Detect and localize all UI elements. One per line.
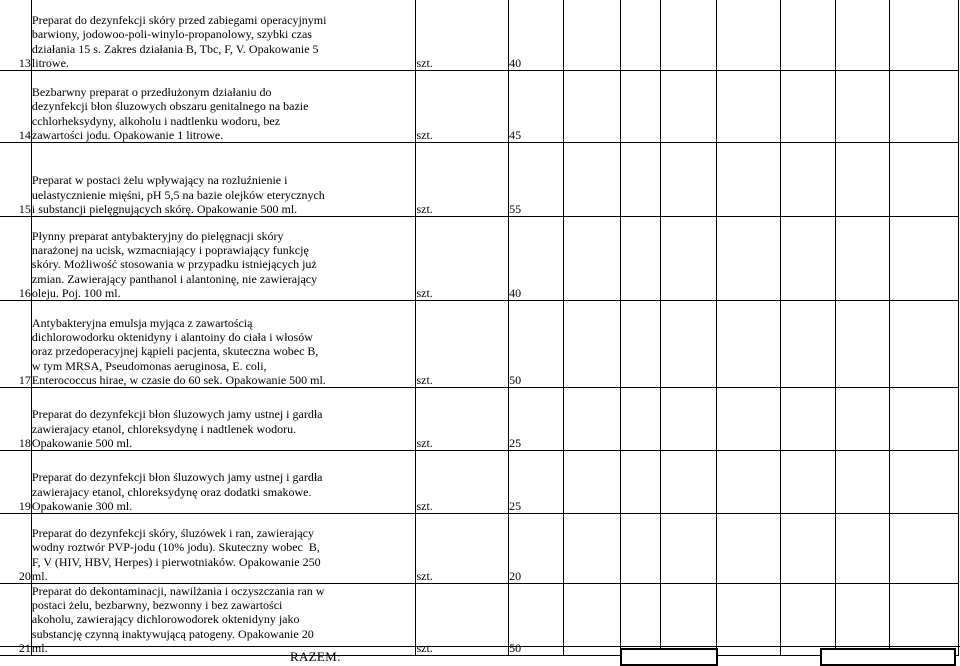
description-line: działania 15 s. Zakres działania B, Tbc, F, V. Opakowanie 5 <box>31 41 319 56</box>
empty-input-cell[interactable] <box>620 514 661 584</box>
empty-input-cell[interactable] <box>563 217 620 301</box>
empty-input-cell[interactable] <box>780 451 835 514</box>
empty-input-cell[interactable] <box>835 71 890 143</box>
empty-input-cell[interactable] <box>835 301 890 388</box>
row-number: 21 <box>0 584 31 656</box>
empty-input-cell[interactable] <box>780 143 835 217</box>
description-line: ml. <box>31 568 48 583</box>
description-line: Preparat w postaci żelu wpływający na rozluźnienie i <box>31 173 288 188</box>
empty-input-cell[interactable] <box>661 388 717 451</box>
empty-input-cell[interactable] <box>890 71 959 143</box>
table-row <box>0 514 959 584</box>
description-line: uelastycznienie mięśni, pH 5,5 na bazie olejków eterycznych <box>31 187 325 202</box>
empty-input-cell[interactable] <box>620 584 661 656</box>
product-description <box>31 584 416 656</box>
description-line: Preparat do dezynfekcji skóry przed zabiegami operacyjnymi <box>31 13 327 28</box>
row-number: 15 <box>0 143 31 217</box>
unit-of-measure: szt. <box>416 0 509 71</box>
empty-input-cell[interactable] <box>620 388 661 451</box>
empty-input-cell[interactable] <box>717 514 781 584</box>
empty-input-cell[interactable] <box>890 217 959 301</box>
empty-input-cell[interactable] <box>661 143 717 217</box>
product-description <box>31 143 416 217</box>
empty-input-cell[interactable] <box>890 584 959 656</box>
product-description <box>31 388 416 451</box>
total-row-divider <box>0 646 960 647</box>
empty-input-cell[interactable] <box>780 514 835 584</box>
table-row <box>0 451 959 514</box>
empty-input-cell[interactable] <box>780 0 835 71</box>
empty-input-cell[interactable] <box>563 143 620 217</box>
empty-input-cell[interactable] <box>717 71 781 143</box>
empty-input-cell[interactable] <box>661 0 717 71</box>
description-line: skóry. Możliwość stosowania w przypadku istniejących już <box>31 257 317 272</box>
empty-input-cell[interactable] <box>835 584 890 656</box>
quantity: 55 <box>509 143 564 217</box>
description-line: substancję czynną inaktywującą patogeny. Opakowanie 20 <box>31 626 314 641</box>
description-line: Preparat do dekontaminacji, nawilżania i oczyszczania ran w <box>31 584 325 598</box>
description-line: Bezbarwny preparat o przedłużonym działaniu do <box>31 85 272 100</box>
description-line: dichlorowodorku oktenidyny i alantoiny do ciała i włosów <box>31 330 313 345</box>
description-line: Preparat do dezynfekcji skóry, śluzówek i ran, zawierający <box>31 526 315 541</box>
empty-input-cell[interactable] <box>563 71 620 143</box>
empty-input-cell[interactable] <box>835 217 890 301</box>
empty-input-cell[interactable] <box>620 71 661 143</box>
empty-input-cell[interactable] <box>661 217 717 301</box>
empty-input-cell[interactable] <box>563 514 620 584</box>
description-line: Enterococcus hirae, w czasie do 60 sek. Opakowanie 500 ml. <box>31 372 326 387</box>
unit-of-measure: szt. <box>416 451 509 514</box>
description-line: zawierajacy etanol, chloreksydynę i nadtlenek wodoru. <box>31 421 297 436</box>
empty-input-cell[interactable] <box>890 0 959 71</box>
empty-input-cell[interactable] <box>890 143 959 217</box>
description-line: narażonej na ucisk, wzmacniający i poprawiający funkcję <box>31 243 309 258</box>
description-line: oraz przedoperacyjnej kąpieli pacjenta, skuteczna wobec B, <box>31 344 319 359</box>
row-number: 18 <box>0 388 31 451</box>
empty-input-cell[interactable] <box>780 301 835 388</box>
table-row <box>0 143 959 217</box>
empty-input-cell[interactable] <box>563 451 620 514</box>
description-line: i substancji pielęgnujących skórę. Opakowanie 500 ml. <box>31 201 298 216</box>
total-net-value-box[interactable] <box>620 648 718 666</box>
empty-input-cell[interactable] <box>661 514 717 584</box>
quantity: 40 <box>509 0 564 71</box>
description-line: postaci żelu, bezbarwny, bezwonny i bez zawartości <box>31 598 283 613</box>
empty-input-cell[interactable] <box>890 301 959 388</box>
description-line: Opakowanie 300 ml. <box>31 498 133 513</box>
empty-input-cell[interactable] <box>620 0 661 71</box>
product-description <box>31 71 416 143</box>
empty-input-cell[interactable] <box>620 143 661 217</box>
empty-input-cell[interactable] <box>835 388 890 451</box>
description-line: F, V (HIV, HBV, Herpes) i pierwotniaków. Opakowanie 250 <box>31 554 321 569</box>
unit-of-measure: szt. <box>416 584 509 656</box>
description-line: Antybakteryjna emulsja myjąca z zawartością <box>31 315 253 330</box>
empty-input-cell[interactable] <box>661 584 717 656</box>
description-line: litrowe. <box>31 55 69 70</box>
empty-input-cell[interactable] <box>835 451 890 514</box>
description-line: akoholu, zawierający dichlorowodorek oktenidyny jako <box>31 612 300 627</box>
empty-input-cell[interactable] <box>620 451 661 514</box>
table-row <box>0 217 959 301</box>
empty-input-cell[interactable] <box>563 388 620 451</box>
empty-input-cell[interactable] <box>717 451 781 514</box>
total-gross-value-box[interactable] <box>820 648 956 666</box>
unit-of-measure: szt. <box>416 71 509 143</box>
description-line: barwiony, jodowoo-poli-winylo-propanolowy, szybki czas <box>31 27 312 42</box>
quantity: 45 <box>509 71 564 143</box>
empty-input-cell[interactable] <box>563 301 620 388</box>
unit-of-measure: szt. <box>416 388 509 451</box>
description-line: Preparat do dezynfekcji błon śluzowych jamy ustnej i gardła <box>31 407 323 422</box>
description-line: dezynfekcji błon śluzowych obszaru genitalnego na bazie <box>31 99 309 114</box>
empty-input-cell[interactable] <box>620 301 661 388</box>
empty-input-cell[interactable] <box>780 388 835 451</box>
description-line: w tym MRSA, Pseudomonas aeruginosa, E. coli, <box>31 358 267 373</box>
description-line: Płynny preparat antybakteryjny do pielęgnacji skóry <box>31 228 284 243</box>
unit-of-measure: szt. <box>416 217 509 301</box>
row-number: 16 <box>0 217 31 301</box>
product-description <box>31 0 416 71</box>
empty-input-cell[interactable] <box>890 514 959 584</box>
quantity: 50 <box>509 301 564 388</box>
empty-input-cell[interactable] <box>890 451 959 514</box>
empty-input-cell[interactable] <box>780 584 835 656</box>
quantity: 20 <box>509 514 564 584</box>
quantity: 50 <box>509 584 564 656</box>
empty-input-cell[interactable] <box>661 451 717 514</box>
table-row <box>0 584 959 656</box>
empty-input-cell[interactable] <box>661 71 717 143</box>
table-row <box>0 388 959 451</box>
unit-of-measure: szt. <box>416 301 509 388</box>
empty-input-cell[interactable] <box>620 217 661 301</box>
product-description <box>31 514 416 584</box>
table-row <box>0 301 959 388</box>
empty-input-cell[interactable] <box>835 0 890 71</box>
empty-input-cell[interactable] <box>563 584 620 656</box>
empty-input-cell[interactable] <box>717 301 781 388</box>
row-number: 20 <box>0 514 31 584</box>
total-row <box>0 646 960 666</box>
empty-input-cell[interactable] <box>717 143 781 217</box>
empty-input-cell[interactable] <box>835 514 890 584</box>
empty-input-cell[interactable] <box>563 0 620 71</box>
quantity: 25 <box>509 451 564 514</box>
description-line: zawierajacy etanol, chloreksydynę oraz dodatki smakowe. <box>31 484 312 499</box>
total-label: RAZEM: <box>290 649 341 664</box>
empty-input-cell[interactable] <box>717 0 781 71</box>
description-line: oleju. Poj. 100 ml. <box>31 285 121 300</box>
row-number: 17 <box>0 301 31 388</box>
description-line: zmian. Zawierający panthanol i alantoninę, nie zawierający <box>31 271 318 286</box>
empty-input-cell[interactable] <box>717 584 781 656</box>
product-description <box>31 301 416 388</box>
description-line: Preparat do dezynfekcji błon śluzowych jamy ustnej i gardła <box>31 470 323 485</box>
description-line: wodny roztwór PVP-jodu (10% jodu). Skuteczny wobec B, <box>31 540 320 555</box>
description-line: cchlorheksydyny, alkoholu i nadtlenku wodoru, bez <box>31 113 281 128</box>
empty-input-cell[interactable] <box>717 388 781 451</box>
empty-input-cell[interactable] <box>835 143 890 217</box>
product-description <box>31 451 416 514</box>
table-row <box>0 71 959 143</box>
empty-input-cell[interactable] <box>890 388 959 451</box>
unit-of-measure: szt. <box>416 143 509 217</box>
description-line: zawartości jodu. Opakowanie 1 litrowe. <box>31 127 224 142</box>
empty-input-cell[interactable] <box>780 217 835 301</box>
description-line: ml. <box>31 640 48 655</box>
row-number: 19 <box>0 451 31 514</box>
product-description <box>31 217 416 301</box>
description-line: Opakowanie 500 ml. <box>31 435 133 450</box>
quantity: 40 <box>509 217 564 301</box>
empty-input-cell[interactable] <box>780 71 835 143</box>
empty-input-cell[interactable] <box>717 217 781 301</box>
empty-input-cell[interactable] <box>661 301 717 388</box>
row-number: 14 <box>0 71 31 143</box>
quantity: 25 <box>509 388 564 451</box>
row-number: 13 <box>0 0 31 71</box>
table-row <box>0 0 959 71</box>
unit-of-measure: szt. <box>416 514 509 584</box>
